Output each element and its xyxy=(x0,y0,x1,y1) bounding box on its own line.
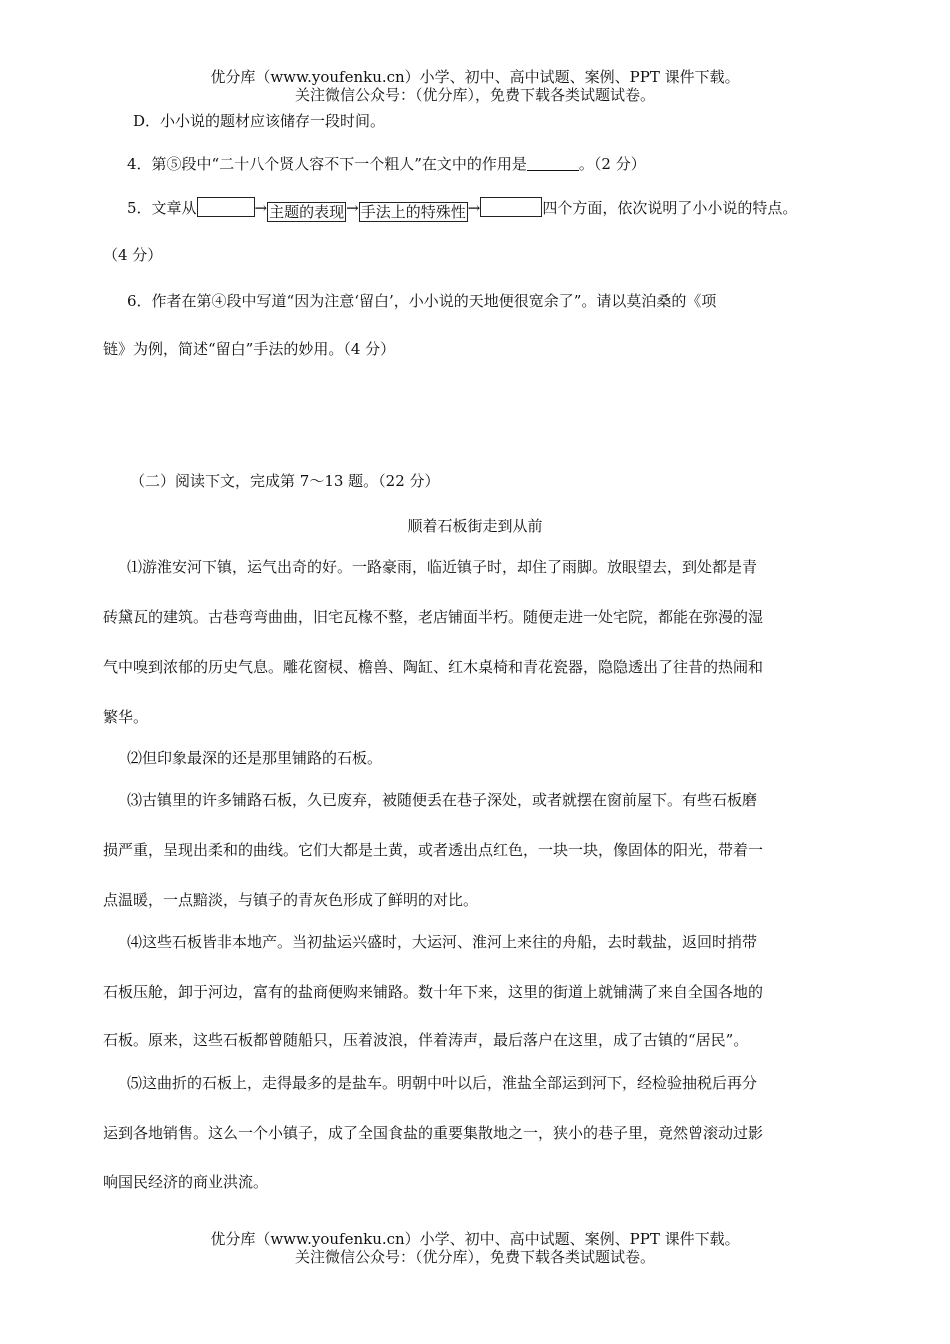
para-1-line-4: 繁华。 xyxy=(103,708,149,726)
question-6-line-2: 链》为例，简述“留白”手法的妙用。（4 分） xyxy=(103,340,396,358)
answer-blank[interactable] xyxy=(527,156,579,171)
para-5-line-3: 响国民经济的商业洪流。 xyxy=(103,1173,269,1191)
para-1-line-3: 气中嗅到浓郁的历史气息。雕花窗棂、檐兽、陶缸、红木桌椅和青花瓷器，隐隐透出了往昔的热闹和 xyxy=(103,658,764,676)
arrow-3: → xyxy=(467,199,481,217)
arrow-2: → xyxy=(346,199,359,217)
footer-line-1: 优分库（www.youfenku.cn）小学、初中、高中试题、案例、PPT 课件下载。 xyxy=(210,1230,740,1248)
para-2-line-1: ⑵但印象最深的还是那里铺路的石板。 xyxy=(127,749,383,767)
footer-line-2: 关注微信公众号：（优分库），免费下载各类试题试卷。 xyxy=(294,1248,655,1266)
answer-box-1[interactable] xyxy=(197,197,255,217)
question-5 xyxy=(127,197,797,222)
para-3-line-1: ⑶古镇里的许多铺路石板，久已废弃，被随便丢在巷子深处，或者就摆在窗前屋下。有些石板磨 xyxy=(127,791,758,809)
section-intro: （二）阅读下文，完成第 7～13 题。（22 分） xyxy=(130,472,440,490)
passage-title: 顺着石板街走到从前 xyxy=(407,517,543,535)
para-1-line-1: ⑴游淮安河下镇，运气出奇的好。一路豪雨，临近镇子时，却住了雨脚。放眼望去，到处都是青 xyxy=(127,558,758,576)
question-4-text: 4．第⑤段中“二十八个贤人容不下一个粗人”在文中的作用是 xyxy=(127,155,527,173)
answer-box-2[interactable] xyxy=(480,197,542,217)
arrow-1: → xyxy=(254,199,268,217)
para-3-line-2: 损严重，呈现出柔和的曲线。它们大都是土黄，或者透出点红色，一块一块，像固体的阳光，带着一 xyxy=(103,841,764,859)
question-5-tail: 四个方面，依次说明了小小说的特点。 xyxy=(542,199,798,217)
para-4-line-3: 石板。原来，这些石板都曾随船只，压着波浪，伴着涛声，最后落户在这里，成了古镇的“居民”。 xyxy=(103,1031,749,1049)
question-4-score: 。（2 分） xyxy=(578,155,646,173)
box-theme: 主题的表现 xyxy=(269,203,345,221)
para-4-line-1: ⑷这些石板皆非本地产。当初盐运兴盛时，大运河、淮河上来往的舟船，去时载盐，返回时捎带 xyxy=(127,933,758,951)
para-5-line-2: 运到各地销售。这么一个小镇子，成了全国食盐的重要集散地之一，狭小的巷子里，竟然曾滚动过影 xyxy=(103,1124,764,1142)
question-6-line-1: 6．作者在第④段中写道“因为注意‘留白’，小小说的天地便很宽余了”。请以莫泊桑的《项 xyxy=(127,292,717,310)
para-4-line-2: 石板压舱，卸于河边，富有的盐商便购来铺路。数十年下来，这里的街道上就铺满了来自全国各地的 xyxy=(103,983,764,1001)
para-3-line-3: 点温暖，一点黯淡，与镇子的青灰色形成了鲜明的对比。 xyxy=(103,891,479,909)
question-4 xyxy=(127,153,646,174)
header-line-1: 优分库（www.youfenku.cn）小学、初中、高中试题、案例、PPT 课件下载。 xyxy=(210,68,740,86)
question-5-score: （4 分） xyxy=(103,246,163,264)
question-5-lead: 5．文章从 xyxy=(127,199,197,217)
para-5-line-1: ⑸这曲折的石板上，走得最多的是盐车。明朝中叶以后，淮盐全部运到河下，经检验抽税后再分 xyxy=(127,1074,758,1092)
header-line-2: 关注微信公众号：（优分库），免费下载各类试题试卷。 xyxy=(294,86,655,104)
para-1-line-2: 砖黛瓦的建筑。古巷弯弯曲曲，旧宅瓦椽不整，老店铺面半朽。随便走进一处宅院，都能在弥漫的湿 xyxy=(103,608,764,626)
option-d: D．小小说的题材应该储存一段时间。 xyxy=(133,112,386,130)
box-technique: 手法上的特殊性 xyxy=(360,203,466,221)
